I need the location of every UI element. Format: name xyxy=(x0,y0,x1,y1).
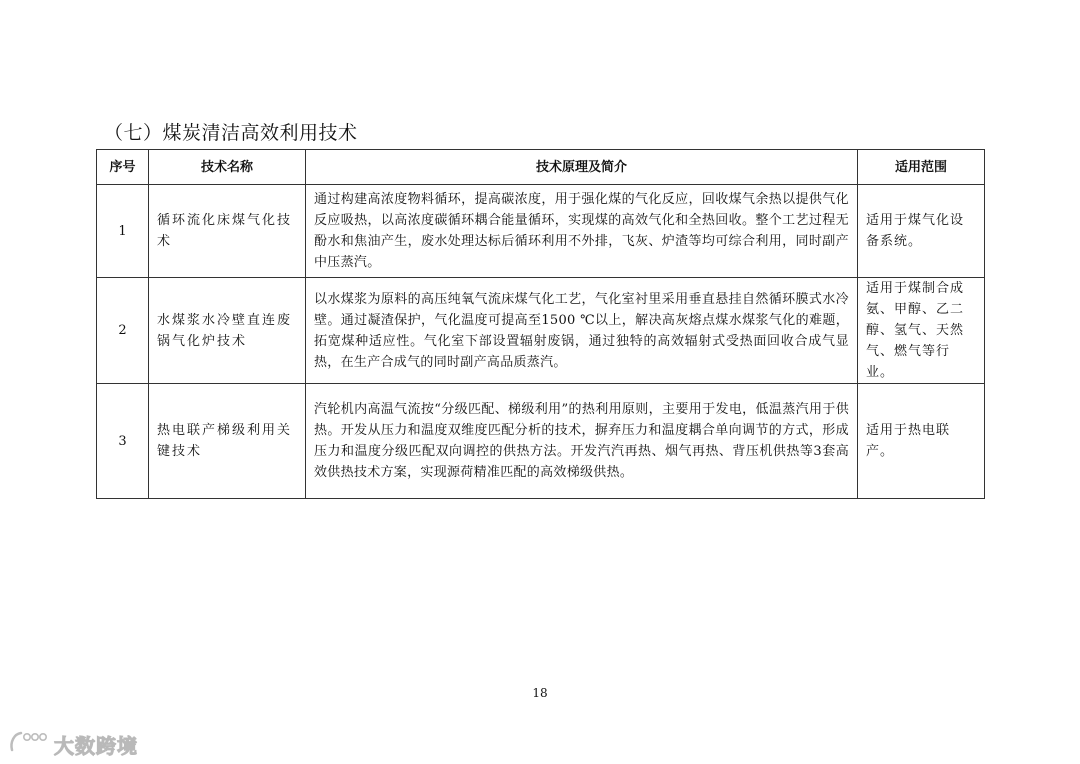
table-row xyxy=(97,278,985,384)
row-num: 2 xyxy=(97,278,149,384)
row-scope: 适用于热电联产。 xyxy=(858,384,985,499)
table-row xyxy=(97,185,985,278)
table-header-row xyxy=(97,150,985,185)
row-num: 3 xyxy=(97,384,149,499)
technology-table xyxy=(96,149,985,499)
section-title: （七）煤炭清洁高效利用技术 xyxy=(104,122,358,144)
row-num: 1 xyxy=(97,185,149,278)
header-name: 技术名称 xyxy=(149,150,306,185)
row-name: 循环流化床煤气化技术 xyxy=(149,185,306,278)
row-name: 水煤浆水冷壁直连废锅气化炉技术 xyxy=(149,278,306,384)
row-desc: 汽轮机内高温气流按“分级匹配、梯级利用”的热利用原则，主要用于发电，低温蒸汽用于供热。开发从压力和温度双维度匹配分析的技术，摒弃压力和温度耦合单向调节的方式，形成压力和温度分级匹配双向调控的供热方法。开发汽汽再热、烟气再热、背压机供热等3套高效供热技术方案，实现源荷精准匹配的高效梯级供热。 xyxy=(306,384,858,499)
row-name: 热电联产梯级利用关键技术 xyxy=(149,384,306,499)
header-num: 序号 xyxy=(97,150,149,185)
row-desc: 以水煤浆为原料的高压纯氧气流床煤气化工艺，气化室衬里采用垂直悬挂自然循环膜式水冷壁。通过凝渣保护，气化温度可提高至1500 ℃以上，解决高灰熔点煤水煤浆气化的难题，拓宽煤种适应性。气化室下部设置辐射废锅，通过独特的高效辐射式受热面回收合成气显热，在生产合成气的同时副产高品质蒸汽。 xyxy=(306,278,858,384)
row-scope: 适用于煤制合成氨、甲醇、乙二醇、氢气、天然气、燃气等行业。 xyxy=(858,278,985,384)
row-scope: 适用于煤气化设备系统。 xyxy=(858,185,985,278)
watermark xyxy=(8,728,138,760)
table-row xyxy=(97,384,985,499)
watermark-text: 大数跨境 xyxy=(54,733,138,758)
brand-logo-icon xyxy=(8,728,50,760)
row-desc: 通过构建高浓度物料循环，提高碳浓度，用于强化煤的气化反应，回收煤气余热以提供气化反应吸热，以高浓度碳循环耦合能量循环，实现煤的高效气化和全热回收。整个工艺过程无酚水和焦油产生，废水处理达标后循环利用不外排，飞灰、炉渣等均可综合利用，同时副产中压蒸汽。 xyxy=(306,185,858,278)
header-desc: 技术原理及简介 xyxy=(306,150,858,185)
header-scope: 适用范围 xyxy=(858,150,985,185)
page-number: 18 xyxy=(532,686,548,700)
